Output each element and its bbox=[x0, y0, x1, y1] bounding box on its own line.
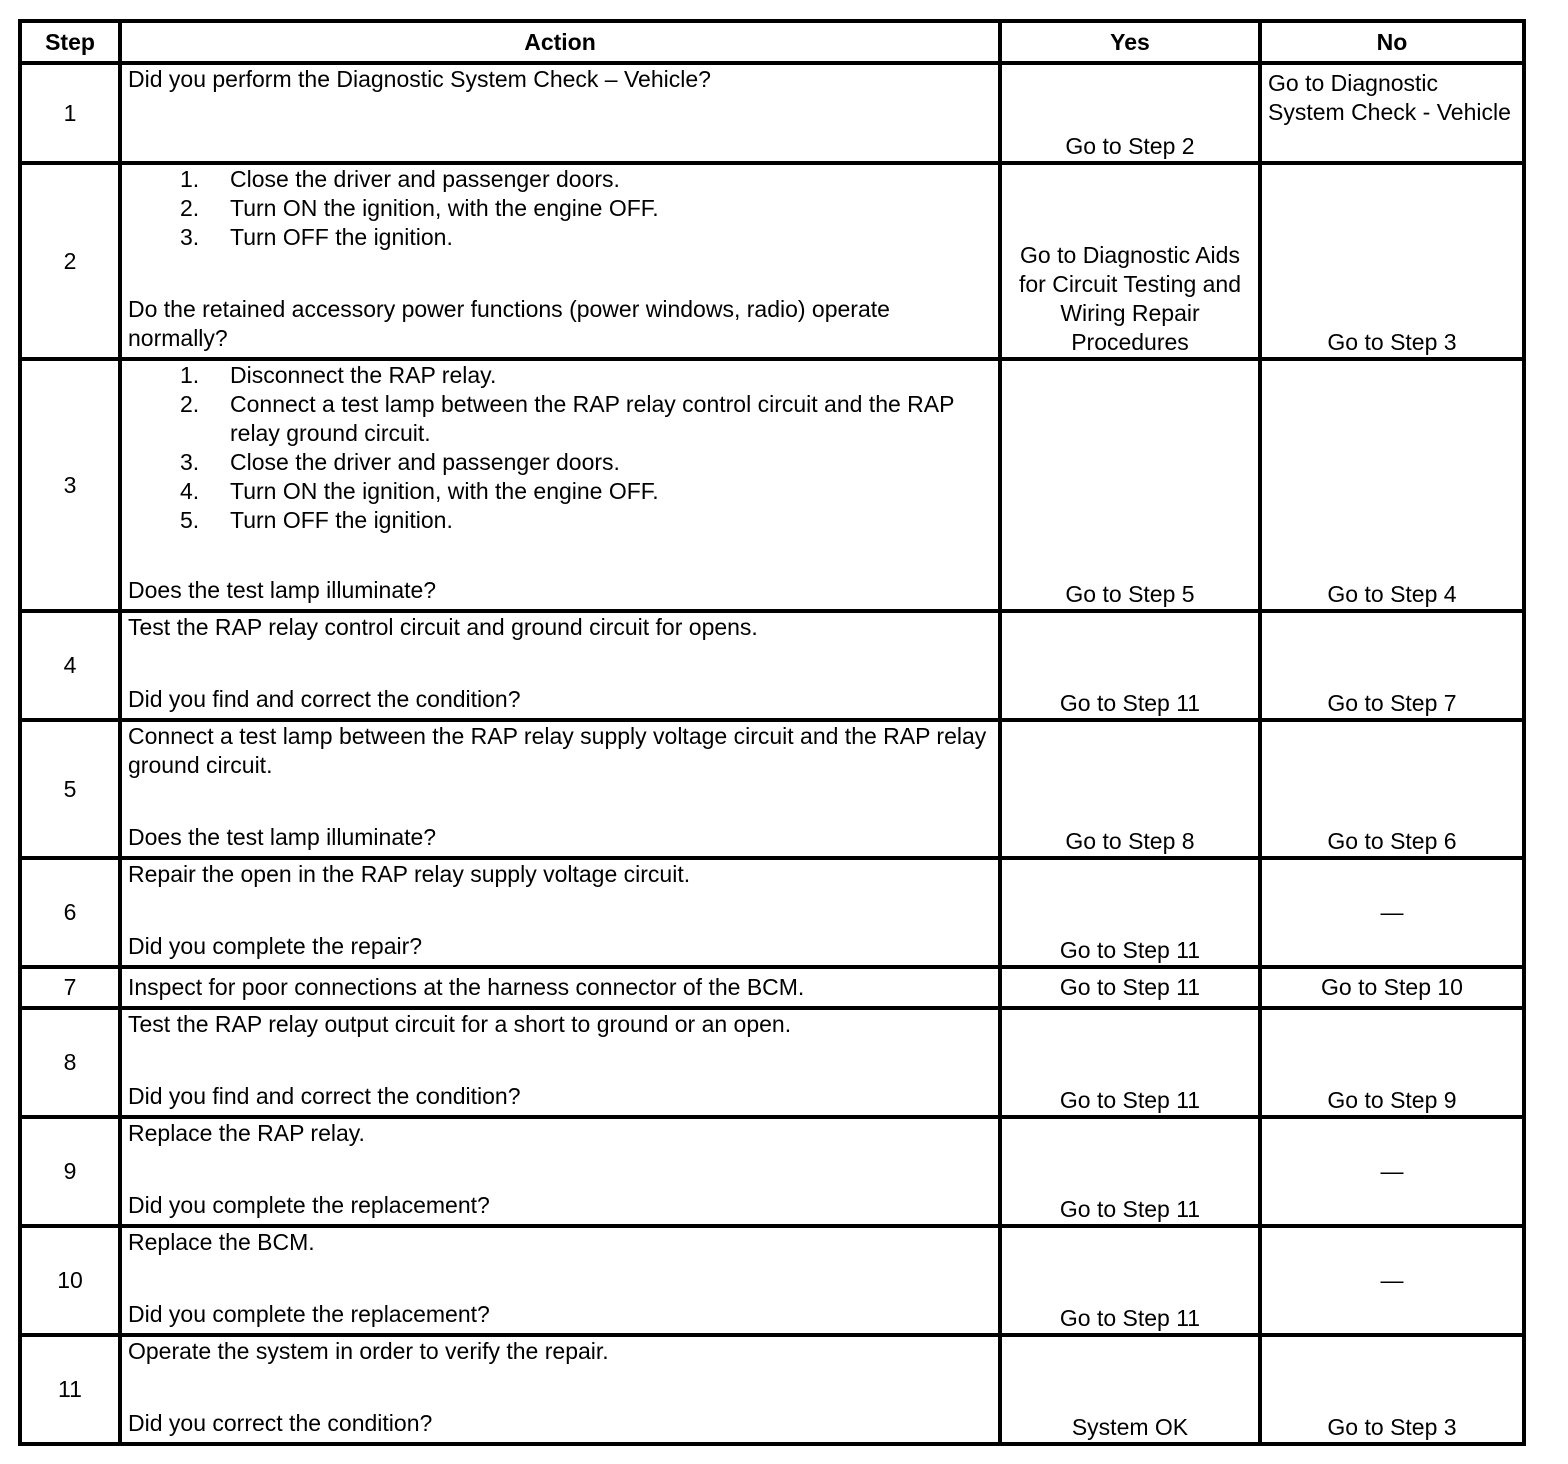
action-instruction: Connect a test lamp between the RAP relay supply voltage circuit and the RAP relay ground circuit. bbox=[128, 723, 987, 778]
action-cell bbox=[120, 359, 1000, 611]
yes-cell: Go to Step 11 bbox=[1000, 858, 1260, 967]
table-row bbox=[20, 858, 1524, 967]
yes-cell: Go to Step 11 bbox=[1000, 611, 1260, 720]
step-number: 4 bbox=[20, 611, 120, 720]
header-step: Step bbox=[20, 21, 120, 63]
no-cell: Go to Step 3 bbox=[1260, 163, 1524, 359]
yes-cell: Go to Step 11 bbox=[1000, 1008, 1260, 1117]
action-question: Did you correct the condition? bbox=[128, 1410, 433, 1436]
step-number: 6 bbox=[20, 858, 120, 967]
action-cell bbox=[120, 1226, 1000, 1335]
diagnostic-table bbox=[18, 19, 1526, 1446]
list-item: 2. Connect a test lamp between the RAP relay control circuit and the RAP relay ground circuit. bbox=[180, 391, 955, 446]
action-instruction: Did you perform the Diagnostic System Check – Vehicle? bbox=[128, 66, 711, 92]
action-question: Does the test lamp illuminate? bbox=[128, 577, 437, 603]
table-row bbox=[20, 967, 1524, 1008]
table-row bbox=[20, 720, 1524, 858]
action-question: Do the retained accessory power functions (power windows, radio) operate normally? bbox=[128, 296, 890, 351]
list-item: 1. Close the driver and passenger doors. bbox=[180, 166, 620, 192]
action-cell bbox=[120, 63, 1000, 163]
no-cell: Go to Step 9 bbox=[1260, 1008, 1524, 1117]
no-cell: Go to Step 7 bbox=[1260, 611, 1524, 720]
list-item: 2. Turn ON the ignition, with the engine OFF. bbox=[180, 195, 659, 221]
action-instruction: Test the RAP relay output circuit for a short to ground or an open. bbox=[128, 1011, 792, 1037]
list-item: 4. Turn ON the ignition, with the engine OFF. bbox=[180, 478, 659, 504]
action-instruction: Replace the BCM. bbox=[128, 1229, 315, 1255]
list-item: 3. Close the driver and passenger doors. bbox=[180, 449, 620, 475]
no-cell: — bbox=[1260, 1226, 1524, 1335]
no-cell: Go to Step 4 bbox=[1260, 359, 1524, 611]
action-instruction: Test the RAP relay control circuit and ground circuit for opens. bbox=[128, 614, 758, 640]
action-instruction: Repair the open in the RAP relay supply voltage circuit. bbox=[128, 861, 691, 887]
action-cell bbox=[120, 720, 1000, 858]
yes-cell: Go to Step 11 bbox=[1000, 1117, 1260, 1226]
yes-cell: Go to Diagnostic Aids for Circuit Testing and Wiring Repair Procedures bbox=[1000, 163, 1260, 359]
table-row bbox=[20, 1335, 1524, 1444]
header-no: No bbox=[1260, 21, 1524, 63]
header-row bbox=[20, 21, 1524, 63]
yes-cell: Go to Step 5 bbox=[1000, 359, 1260, 611]
action-instruction: Replace the RAP relay. bbox=[128, 1120, 365, 1146]
header-yes: Yes bbox=[1000, 21, 1260, 63]
no-cell: Go to Diagnostic System Check - Vehicle bbox=[1260, 63, 1524, 163]
action-cell bbox=[120, 611, 1000, 720]
action-cell bbox=[120, 1117, 1000, 1226]
step-number: 7 bbox=[20, 967, 120, 1008]
action-instruction: Inspect for poor connections at the harness connector of the BCM. bbox=[128, 974, 805, 1000]
yes-cell: Go to Step 11 bbox=[1000, 967, 1260, 1008]
list-item: 5. Turn OFF the ignition. bbox=[180, 507, 453, 533]
yes-cell: Go to Step 8 bbox=[1000, 720, 1260, 858]
action-cell bbox=[120, 858, 1000, 967]
yes-cell: Go to Step 11 bbox=[1000, 1226, 1260, 1335]
action-question: Did you find and correct the condition? bbox=[128, 686, 521, 712]
table-row bbox=[20, 611, 1524, 720]
no-cell: — bbox=[1260, 1117, 1524, 1226]
action-question: Did you find and correct the condition? bbox=[128, 1083, 521, 1109]
step-number: 8 bbox=[20, 1008, 120, 1117]
step-number: 10 bbox=[20, 1226, 120, 1335]
yes-cell: Go to Step 2 bbox=[1000, 63, 1260, 163]
step-number: 9 bbox=[20, 1117, 120, 1226]
substep-list bbox=[180, 165, 992, 252]
step-number: 2 bbox=[20, 163, 120, 359]
step-number: 11 bbox=[20, 1335, 120, 1444]
table-row bbox=[20, 359, 1524, 611]
table-row bbox=[20, 1226, 1524, 1335]
header-action: Action bbox=[120, 21, 1000, 63]
action-cell bbox=[120, 1335, 1000, 1444]
action-cell bbox=[120, 967, 1000, 1008]
action-question: Did you complete the replacement? bbox=[128, 1301, 490, 1327]
table-row bbox=[20, 63, 1524, 163]
action-instruction: Operate the system in order to verify the repair. bbox=[128, 1338, 609, 1364]
action-question: Did you complete the repair? bbox=[128, 933, 423, 959]
no-cell: Go to Step 6 bbox=[1260, 720, 1524, 858]
list-item: 1. Disconnect the RAP relay. bbox=[180, 362, 497, 388]
table-row bbox=[20, 1008, 1524, 1117]
action-cell bbox=[120, 1008, 1000, 1117]
yes-cell: System OK bbox=[1000, 1335, 1260, 1444]
no-cell: Go to Step 3 bbox=[1260, 1335, 1524, 1444]
step-number: 1 bbox=[20, 63, 120, 163]
action-cell bbox=[120, 163, 1000, 359]
no-cell: Go to Step 10 bbox=[1260, 967, 1524, 1008]
step-number: 3 bbox=[20, 359, 120, 611]
table-row bbox=[20, 163, 1524, 359]
step-number: 5 bbox=[20, 720, 120, 858]
action-question: Does the test lamp illuminate? bbox=[128, 824, 437, 850]
no-cell: — bbox=[1260, 858, 1524, 967]
table-row bbox=[20, 1117, 1524, 1226]
substep-list bbox=[180, 361, 992, 535]
action-question: Did you complete the replacement? bbox=[128, 1192, 490, 1218]
list-item: 3. Turn OFF the ignition. bbox=[180, 224, 453, 250]
